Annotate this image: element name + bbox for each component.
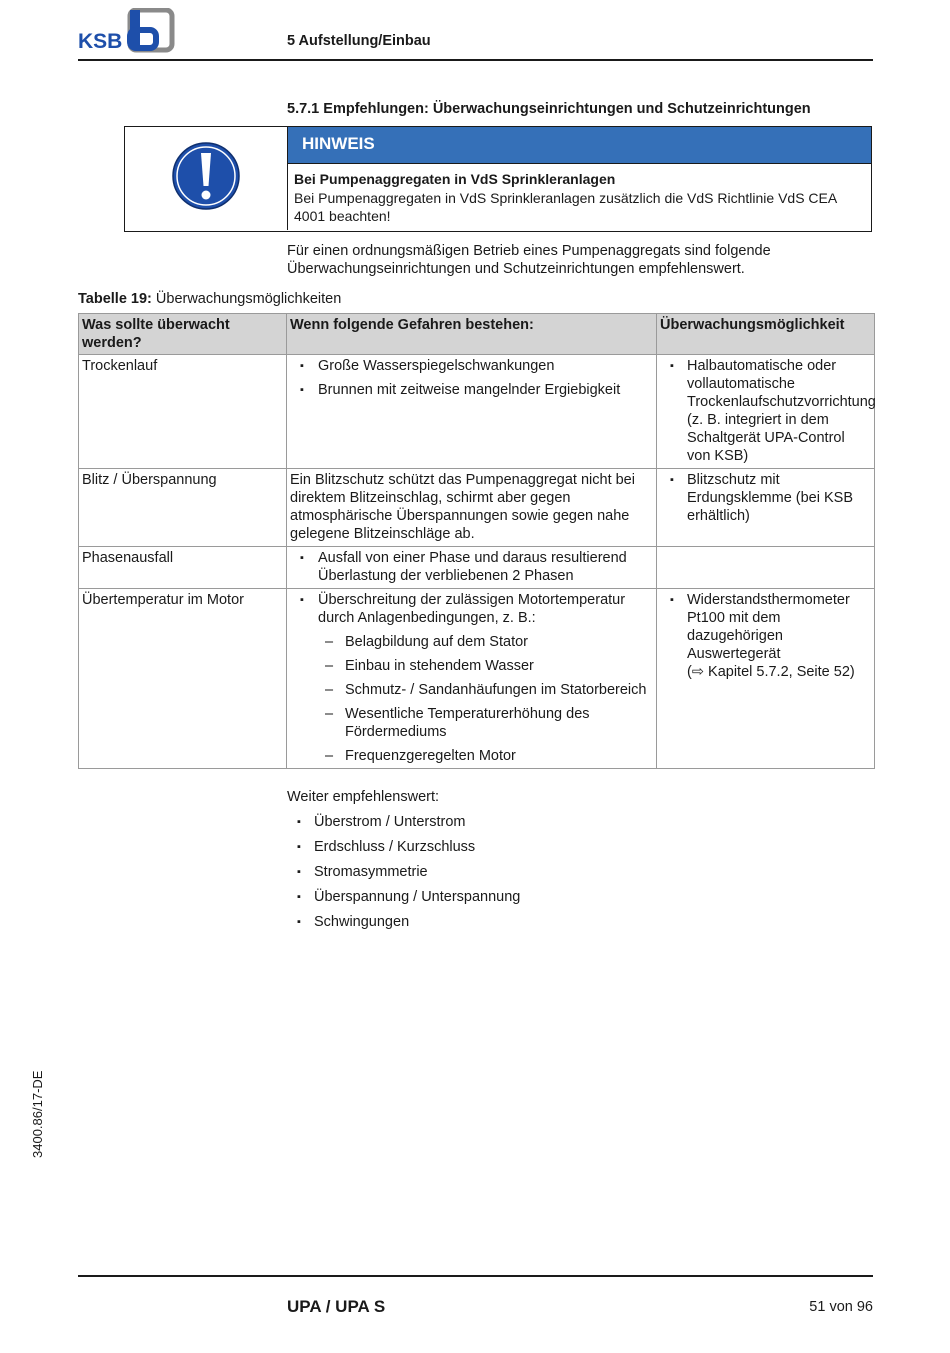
table-row: [79, 355, 875, 469]
cause-item: – Wesentliche Temperaturerhöhung des Fördermediums: [318, 705, 653, 741]
further-list: [287, 813, 787, 938]
cross-reference-arrow-icon: ⇨: [691, 664, 704, 680]
hazard-intro: Überschreitung der zulässigen Motortemperatur durch Anlagenbedingungen, z. B.:: [318, 592, 626, 626]
row-monitoring: [657, 469, 875, 547]
hazard-item: ▪ Ausfall von einer Phase und daraus resultierend Überlastung der verbliebenen 2 Phasen: [290, 549, 653, 585]
hazard-item: ▪ Große Wasserspiegelschwankungen: [290, 357, 653, 375]
hazard-item: [290, 591, 653, 765]
table-caption: [78, 291, 341, 307]
notice-icon-cell: [125, 127, 288, 230]
intro-paragraph: Für einen ordnungsmäßigen Betrieb eines Pumpenaggregats sind folgende Überwachungseinrichtungen und Schutzeinrichtungen empfehlenswert.: [287, 243, 771, 277]
header-divider: [78, 59, 873, 61]
cause-item: – Frequenzgeregelten Motor: [318, 747, 653, 765]
section-title: 5.7.1 Empfehlungen: Überwachungseinrichtungen und Schutzeinrichtungen: [287, 101, 811, 117]
row-hazards: [287, 589, 657, 769]
table-caption-text: Überwachungsmöglichkeiten: [151, 291, 342, 307]
row-item: Übertemperatur im Motor: [79, 589, 287, 769]
row-monitoring: [657, 589, 875, 769]
product-name: UPA / UPA S: [287, 1297, 386, 1316]
document-number: 3400.86/17-DE: [30, 1070, 45, 1158]
table-caption-label: Tabelle 19:: [78, 291, 152, 307]
chapter-title: 5 Aufstellung/Einbau: [287, 33, 431, 49]
hazard-item: ▪ Brunnen mit zeitweise mangelnder Ergiebigkeit: [290, 381, 653, 399]
further-item: ▪ Stromasymmetrie: [287, 863, 787, 881]
monitoring-item: ▪ Halbautomatische oder vollautomatische Trockenlaufschutzvorrichtung (z. B. integriert in dem Schaltgerät UPA-Control von KSB): [660, 357, 871, 465]
ksb-logo-graphic: [78, 8, 176, 54]
page-number: 51 von 96: [809, 1299, 873, 1315]
monitoring-text: Widerstandsthermometer Pt100 mit dem dazugehörigen Auswertegerät: [687, 592, 850, 662]
table-row: [79, 469, 875, 547]
monitoring-item: [660, 591, 871, 681]
cause-item: – Schmutz- / Sandanhäufungen im Statorbereich: [318, 681, 653, 699]
further-item: ▪ Schwingungen: [287, 913, 787, 931]
column-header-item: Was sollte überwacht werden?: [79, 314, 287, 355]
ref-open: (: [687, 664, 692, 680]
row-item: Phasenausfall: [79, 547, 287, 589]
further-item: ▪ Erdschluss / Kurzschluss: [287, 838, 787, 856]
column-header-monitoring: Überwachungsmöglichkeit: [657, 314, 875, 355]
logo-text: KSB: [78, 30, 123, 53]
monitoring-item: ▪ Blitzschutz mit Erdungsklemme (bei KSB erhältlich): [660, 471, 871, 525]
notice-body: Bei Pumpenaggregaten in VdS Sprinkleranlagen zusätzlich die VdS Richtlinie VdS CEA 4001 beachten!: [294, 190, 837, 224]
ksb-logo: [78, 8, 176, 54]
notice-box: [124, 126, 872, 232]
table-row: [79, 547, 875, 589]
row-item: Trockenlauf: [79, 355, 287, 469]
cause-item: – Belagbildung auf dem Stator: [318, 633, 653, 651]
further-title: Weiter empfehlenswert:: [287, 789, 440, 805]
exclamation-mark-icon: [171, 141, 241, 211]
monitoring-table: [78, 313, 875, 769]
column-header-hazards: Wenn folgende Gefahren bestehen:: [287, 314, 657, 355]
row-monitoring-empty: [657, 547, 875, 589]
further-item: ▪ Überstrom / Unterstrom: [287, 813, 787, 831]
row-hazard-text: Ein Blitzschutz schützt das Pumpenaggregat nicht bei direktem Blitzeinschlag, schirmt aber gegen atmosphärische Überspannungen sowie gegen nahe gelegene Blitzeinschläge ab.: [287, 469, 657, 547]
notice-label: HINWEIS: [302, 134, 375, 153]
row-monitoring: [657, 355, 875, 469]
row-hazards: [287, 355, 657, 469]
row-item: Blitz / Überspannung: [79, 469, 287, 547]
cross-reference-link[interactable]: Kapitel 5.7.2, Seite 52): [704, 664, 855, 680]
cause-item: – Einbau in stehendem Wasser: [318, 657, 653, 675]
table-row: [79, 589, 875, 769]
footer-divider: [78, 1275, 873, 1277]
row-hazards: [287, 547, 657, 589]
further-item: ▪ Überspannung / Unterspannung: [287, 888, 787, 906]
notice-header: [288, 127, 871, 164]
notice-subtitle: Bei Pumpenaggregaten in VdS Sprinkleranlagen: [294, 171, 616, 187]
table-header-row: [79, 314, 875, 355]
